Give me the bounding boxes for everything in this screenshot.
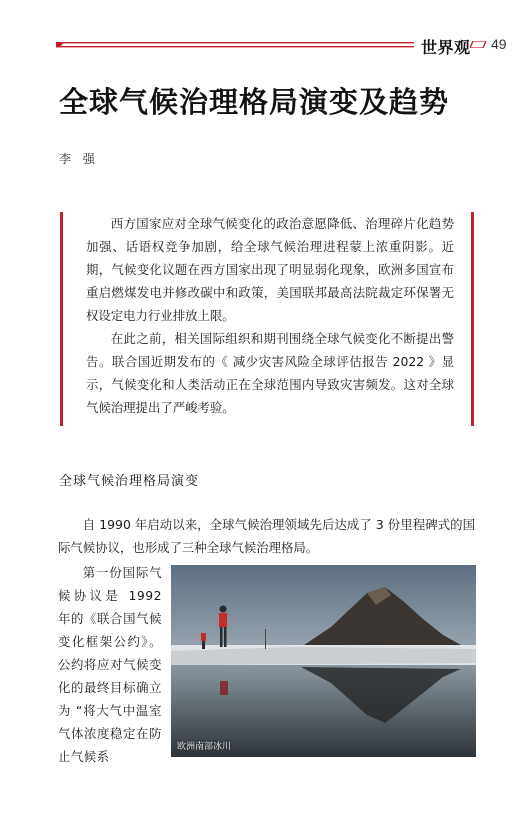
article-photo [171,565,476,757]
article-author: 李 强 [59,152,99,166]
section-name: 世界观 [421,38,471,57]
header-rule [56,42,414,48]
abstract-box [60,212,474,426]
abstract-right-bar [471,212,474,426]
abstract-left-bar [60,212,63,426]
body-paragraph: 第一份国际气候协议是 1992 年的《联合国气候变化框架公约》。公约将应对气候变化的最终目标确立为 “将大气中温室气体浓度稳定在防止气候系 [58,565,162,764]
section-marker-icon [470,41,486,48]
body-paragraph: 自 1990 年启动以来，全球气候治理领域先后达成了 3 份里程碑式的国际气候协议，也形成了三种全球气候治理格局。 [58,517,475,555]
photo-caption: 欧洲南部冰川 [177,742,232,752]
page-number: 49 [491,36,507,52]
abstract-paragraph: 在此之前，相关国际组织和期刊围绕全球气候变化不断提出警告。联合国近期发布的《 减少灾害风险全球评估报告 2022 》显示，气候变化和人类活动正在全球范围内导致灾害频发。这对全球气候治理提出了严峻考验。 [86,331,454,415]
article-title: 全球气候治理格局演变及趋势 [59,85,450,119]
photo-illustration [171,565,476,757]
abstract-text [86,212,454,419]
section-heading: 全球气候治理格局演变 [59,474,200,489]
abstract-paragraph: 西方国家应对全球气候变化的政治意愿降低、治理碎片化趋势加强、话语权竞争加剧，给全球气候治理进程蒙上浓重阴影。近期，气候变化议题在西方国家出现了明显弱化现象，欧洲多国宣布重启燃煤发电并修改碳中和政策，美国联邦最高法院裁定环保署无权设定电力行业排放上限。 [86,216,454,323]
